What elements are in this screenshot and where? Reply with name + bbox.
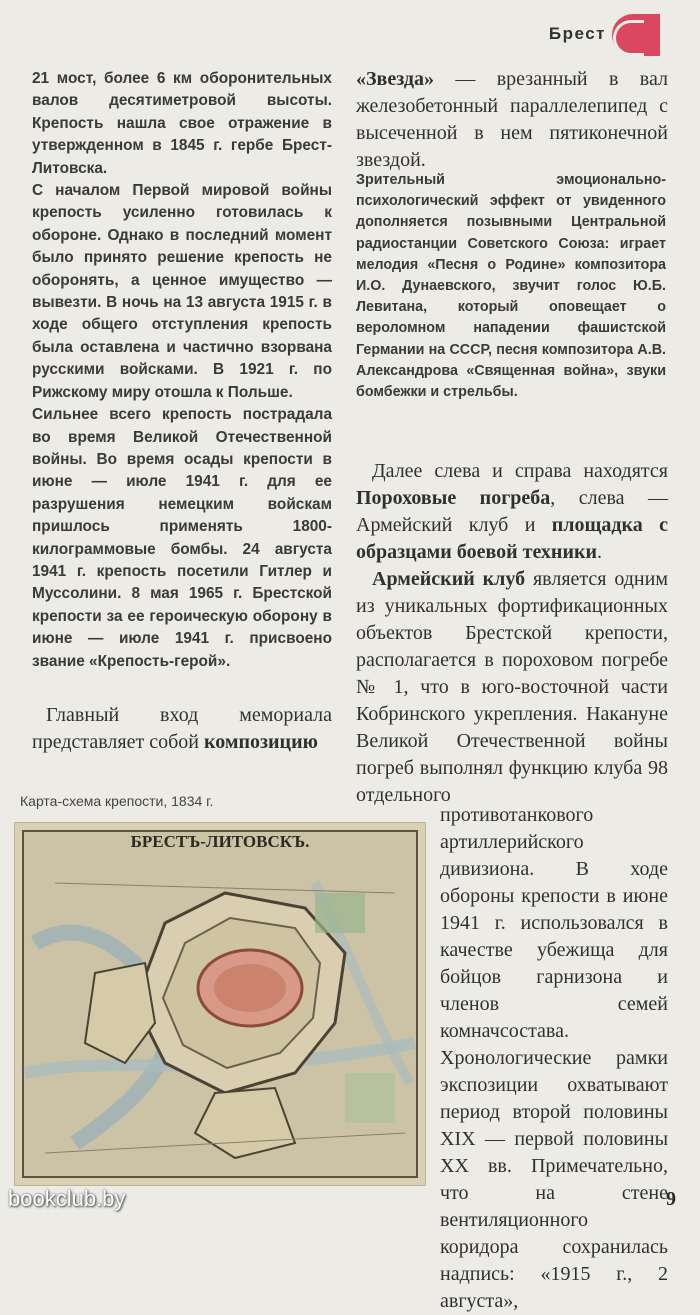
paragraph-powder-cellars xyxy=(356,458,668,566)
main-entrance-text: Главный вход мемориала представляет собой xyxy=(32,704,332,753)
paragraph-history-2: С началом Первой мировой войны крепость усиленно готовилась к обороне. Однако в последний момент было принято решение крепость не оборонять, а ценное имущество — вывезти. В ночь на 13 августа 1915 г. в ходе общего отступления крепость была оставлена и частично взорвана русскими войсками. В 1921 г. по Рижскому миру отошла к Польше. xyxy=(32,182,332,401)
paragraph-army-club xyxy=(356,566,668,809)
page-number: 9 xyxy=(666,1188,676,1210)
chapter-tab-arc xyxy=(613,20,644,56)
paragraph-army-club-continued: противотанкового артиллерийского дивизиона. В ходе обороны крепости в июне 1941 г. использовался в качестве убежища для бойцов гарнизона и членов семей комначсостава. Хронологические рамки экспозиции охватывают период второй половины XIX — первой половины XX вв. Примечательно, что на стене вентиляционного коридора сохранилась надпись: «1915 г., 2 августа», xyxy=(440,804,668,1312)
zvezda-text: — врезанный в вал железобетонный параллелепипед с высеченной в нем пятиконечной звездой. xyxy=(356,68,668,171)
zvezda-bold: «Звезда» xyxy=(356,68,435,90)
powder-text-e: . xyxy=(597,541,603,563)
paragraph-history-1: 21 мост, более 6 км оборонительных валов десятиметровой высоты. Крепость нашла свое отражение в утвержденном в 1845 г. гербе Брест-Литовска. xyxy=(32,70,332,177)
powder-bold-b: Пороховые погреба xyxy=(356,487,551,509)
army-club-text: является одним из уникальных фортификационных объектов Брестской крепости, располагается в пороховом погребе № 1, что в юго-восточной части Кобринского укрепления. Накануне Великой Отечественной войны погреб выполнял функцию клуба 98 отдельного xyxy=(356,568,668,806)
main-entrance-bold: композицию xyxy=(203,731,318,753)
map-caption: Карта-схема крепости, 1834 г. xyxy=(20,793,214,809)
fortress-map-image xyxy=(14,822,426,1186)
paragraph-main-entrance xyxy=(32,702,332,756)
paragraph-history-3: Сильнее всего крепость пострадала во время Великой Отечественной войны. Во время осады крепости в июне — июле 1941 г. для ее разрушения немецким войскам пришлось применять 1800-килограммовые бомбы. 24 августа 1941 г. крепость посетили Гитлер и Муссолини. 8 мая 1965 г. Брестской крепости за ее героическую оборону в июне — июле 1941 г. присвоено звание «Крепость-герой». xyxy=(32,406,332,670)
army-club-bold: Армейский клуб xyxy=(372,568,526,590)
powder-bold-d: площадка с образцами боевой техники xyxy=(356,514,668,563)
map-title: БРЕСТЪ-ЛИТОВСКЪ. xyxy=(130,832,310,851)
fortress-map-drawing xyxy=(15,823,425,1185)
running-head: Брест xyxy=(548,24,606,43)
powder-text-a: Далее слева и справа находятся xyxy=(372,460,668,482)
paragraph-zvezda xyxy=(356,66,668,174)
powder-text-c: , слева — Армейский клуб и xyxy=(356,487,668,536)
paragraph-audio-effect: Зрительный эмоционально-психологический эффект от увиденного дополняется позывными Центральной радиостанции Советского Союза: играет мелодия «Песня о Родине» композитора И.О. Дунаевского, звучит голос Ю.Б. Левитана, который оповещает о вероломном нападении фашистской Германии на СССР, песня композитора А.В. Александрова «Священная война», звуки бомбежки и стрельбы. xyxy=(356,172,666,401)
left-column-history-text xyxy=(32,68,332,673)
watermark: bookclub.by xyxy=(8,1186,126,1211)
right-column-serif-text xyxy=(356,458,668,809)
